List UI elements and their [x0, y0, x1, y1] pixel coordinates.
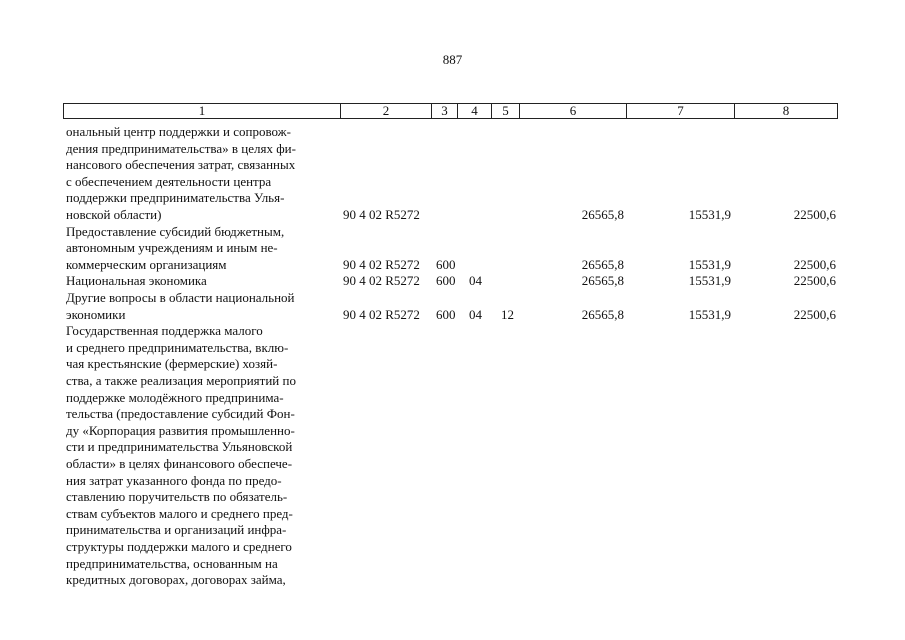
- row-name: [66, 273, 336, 290]
- cell-vr: 600: [436, 256, 456, 272]
- row-name-line: ства, а также реализация мероприятий по: [66, 372, 296, 388]
- row-name-line: сти и предпринимательства Ульяновской: [66, 439, 293, 455]
- cell-col-7: 15531,9: [688, 207, 731, 222]
- row-name-line: принимательства и организаций инфра-: [66, 522, 287, 538]
- cell-col-6: 26565,8: [581, 273, 624, 289]
- cell-code: 90 4 02 R5272: [343, 273, 420, 289]
- header-col-5: 5: [492, 104, 520, 118]
- cell-col-8: 22500,6: [793, 256, 836, 272]
- row-name-line: кредитных договорах, договорах займа,: [66, 572, 286, 588]
- cell-rz: 04: [469, 306, 482, 322]
- row-name-line: области» в целях финансового обеспече-: [66, 455, 293, 471]
- cell-col-7: 15531,9: [688, 256, 731, 272]
- row-name: [66, 290, 336, 323]
- row-name-line: ния затрат указанного фонда по предо-: [66, 472, 282, 488]
- cell-col-8: 22500,6: [793, 306, 836, 322]
- cell-vr: 600: [436, 306, 456, 322]
- cell-col-6: 26565,8: [581, 306, 624, 322]
- row-name-line: нансового обеспечения затрат, связанных: [66, 157, 296, 173]
- table-header: [63, 103, 838, 119]
- cell-col-7: 15531,9: [688, 273, 731, 289]
- row-name-line: с обеспечением деятельности центра: [66, 173, 272, 189]
- cell-code: 90 4 02 R5272: [343, 207, 420, 222]
- cell-rz: 04: [469, 273, 482, 289]
- header-col-1: 1: [64, 104, 341, 118]
- cell-code: 90 4 02 R5272: [343, 306, 420, 322]
- cell-col-6: 26565,8: [581, 207, 624, 222]
- cell-col-6: 26565,8: [581, 256, 624, 272]
- row-name: [66, 124, 336, 224]
- row-name-line: поддержке молодёжного предпринима-: [66, 389, 284, 405]
- row-name-line: Предоставление субсидий бюджетным,: [66, 223, 285, 239]
- row-name-line: коммерческим организациям: [66, 256, 227, 272]
- row-name-line: Национальная экономика: [66, 273, 207, 289]
- row-name-line: ствам субъектов малого и среднего пред-: [66, 505, 293, 521]
- row-name-line: Другие вопросы в области национальной: [66, 290, 295, 305]
- page-number: 887: [442, 52, 463, 67]
- cell-col-8: 22500,6: [793, 207, 836, 222]
- row-name-line: ставлению поручительств по обязатель-: [66, 489, 288, 505]
- row-name: [66, 224, 336, 274]
- row-name-line: ду «Корпорация развития промышленно-: [66, 422, 295, 438]
- row-name-line: новской области): [66, 206, 162, 222]
- row-name-line: дения предпринимательства» в целях фи-: [66, 140, 296, 156]
- row-name-line: предпринимательства, основанным на: [66, 555, 278, 571]
- row-name-line: автономным учреждениям и иным не-: [66, 240, 278, 256]
- row-name-line: и среднего предпринимательства, вклю-: [66, 339, 289, 355]
- row-name-line: Государственная поддержка малого: [66, 323, 263, 339]
- header-col-6: 6: [520, 104, 627, 118]
- row-name-line: экономики: [66, 306, 126, 322]
- cell-vr: 600: [436, 273, 456, 289]
- header-col-3: 3: [432, 104, 458, 118]
- row-name: [66, 323, 336, 589]
- cell-col-7: 15531,9: [688, 306, 731, 322]
- header-col-4: 4: [458, 104, 492, 118]
- header-col-8: 8: [782, 103, 790, 118]
- row-name-line: чая крестьянские (фермерские) хозяй-: [66, 356, 278, 372]
- cell-pr: 12: [501, 306, 514, 322]
- row-name-line: структуры поддержки малого и среднего: [66, 538, 292, 554]
- header-col-2: 2: [341, 104, 432, 118]
- row-name-line: тельства (предоставление субсидий Фон-: [66, 406, 295, 422]
- row-name-line: поддержки предпринимательства Улья-: [66, 190, 285, 206]
- cell-col-8: 22500,6: [793, 273, 836, 289]
- cell-code: 90 4 02 R5272: [343, 256, 420, 272]
- row-name-line: ональный центр поддержки и сопровож-: [66, 124, 291, 139]
- header-col-7: 7: [627, 104, 735, 118]
